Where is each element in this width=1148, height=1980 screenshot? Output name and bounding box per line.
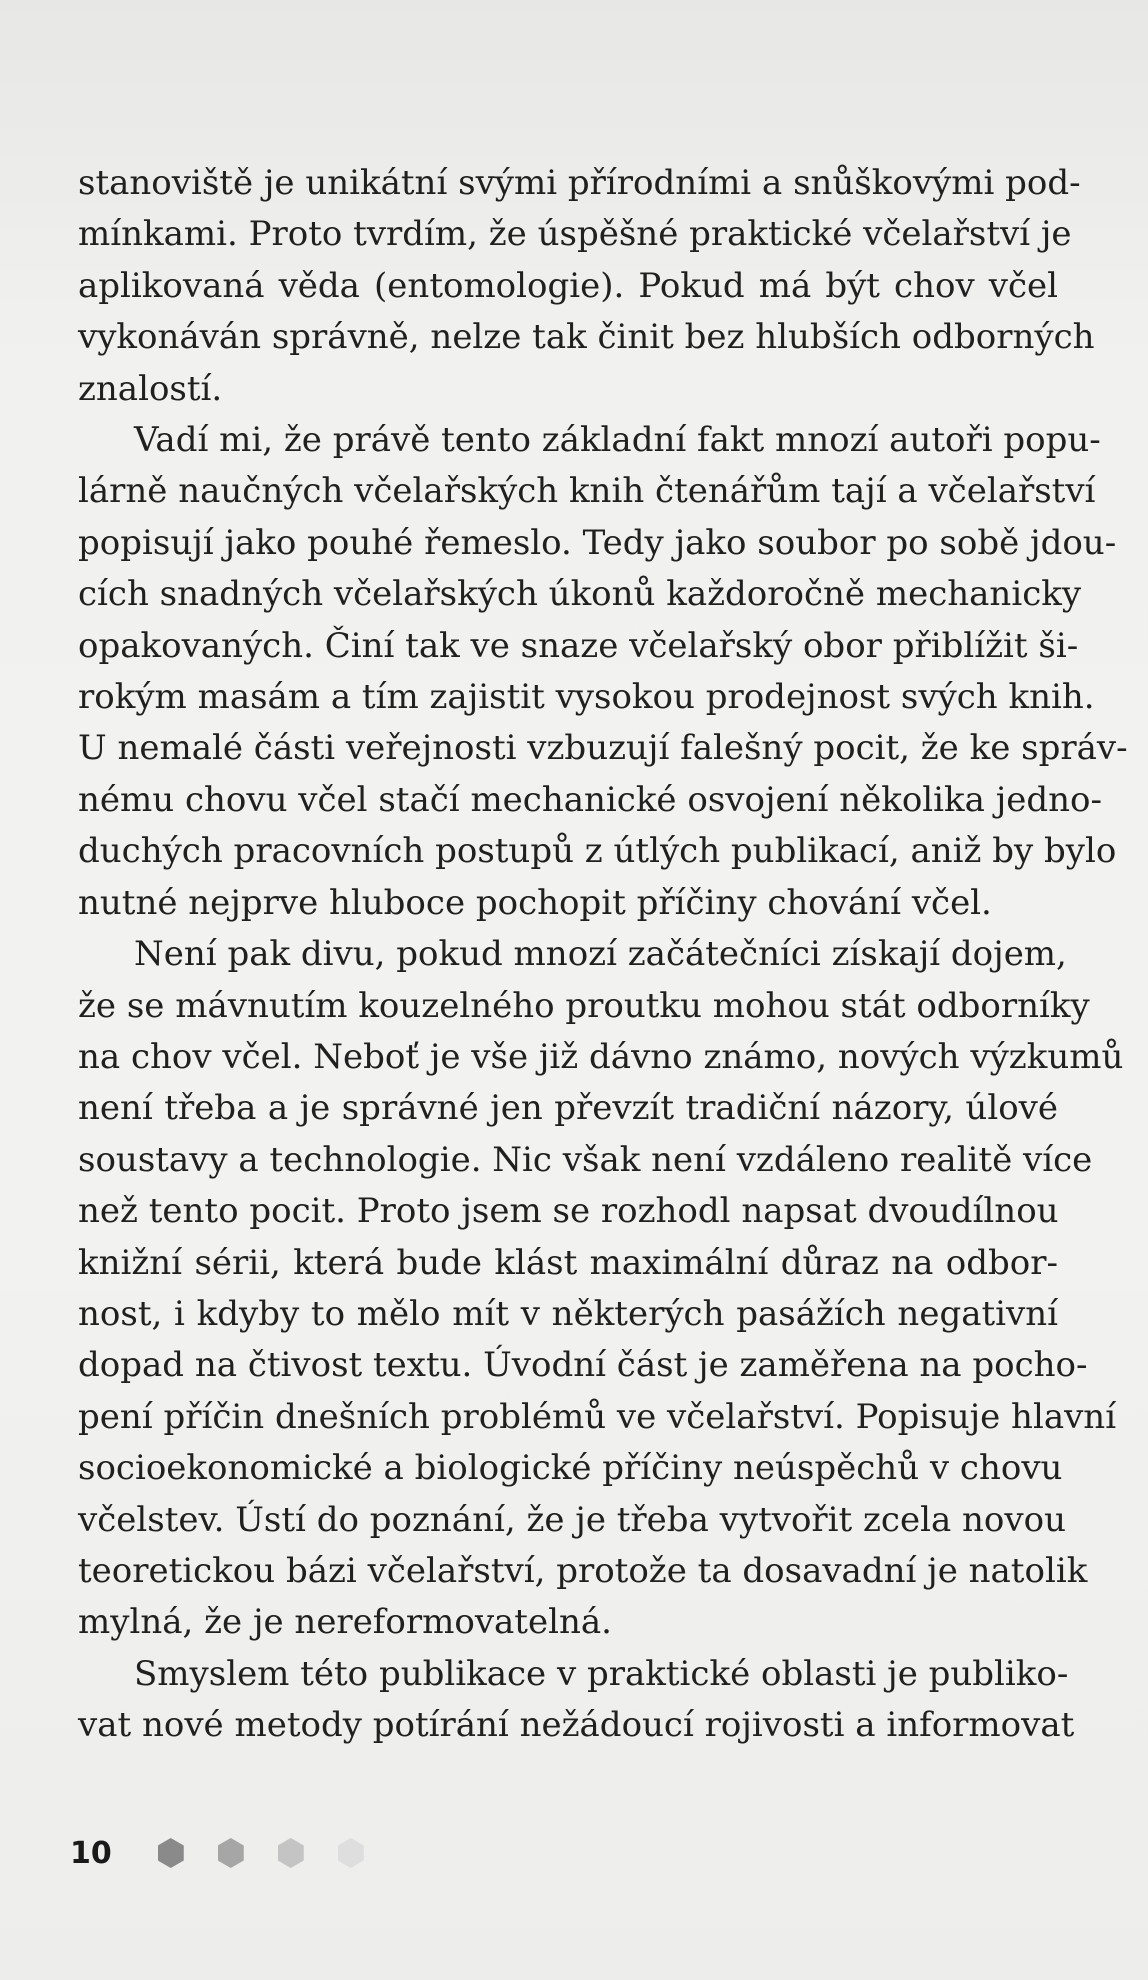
hexagon-dot-3-icon <box>278 1838 304 1868</box>
hexagon-dot-1-icon <box>158 1838 184 1868</box>
text-line: včelstev. Ústí do poznání, že je třeba vytvořit zcela novou <box>78 1499 1066 1540</box>
text-line: lárně naučných včelařských knih čtenářům tají a včelařství <box>78 471 1096 512</box>
text-line: Vadí mi, že právě tento základní fakt mnozí autoři popu- <box>134 420 1101 461</box>
text-line: nému chovu včel stačí mechanické osvojení několika jedno- <box>78 779 1103 820</box>
text-line: že se mávnutím kouzelného proutku mohou stát odborníky <box>78 985 1090 1026</box>
text-line: na chov včel. Neboť je vše již dávno známo, nových výzkumů <box>78 1036 1124 1077</box>
text-line: aplikovaná věda (entomologie). Pokud má být chov včel <box>78 265 1058 306</box>
text-line: než tento pocit. Proto jsem se rozhodl napsat dvoudílnou <box>78 1191 1059 1232</box>
text-line: není třeba a je správné jen převzít tradiční názory, úlové <box>78 1088 1058 1129</box>
paragraph-2 <box>78 415 1128 929</box>
text-line: cích snadných včelařských úkonů každoročně mechanicky <box>78 574 1082 615</box>
hexagon-dot-2-icon <box>218 1838 244 1868</box>
paragraph-1 <box>78 158 1095 415</box>
text-line: nutné nejprve hluboce pochopit příčiny chování včel. <box>78 882 992 923</box>
text-line: mylná, že je nereformovatelná. <box>78 1602 612 1643</box>
paragraph-4 <box>78 1649 1075 1752</box>
text-line: mínkami. Proto tvrdím, že úspěšné praktické včelařství je <box>78 214 1072 255</box>
text-line: knižní sérii, která bude klást maximální důraz na odbor- <box>78 1242 1058 1283</box>
text-line: vykonáván správně, nelze tak činit bez hlubších odborných <box>78 317 1095 358</box>
text-line: znalostí. <box>78 368 223 409</box>
page-body <box>78 158 1128 1752</box>
text-line: stanoviště je unikátní svými přírodními a snůškovými pod- <box>78 163 1081 203</box>
text-line: Není pak divu, pokud mnozí začátečníci získají dojem, <box>134 934 1067 975</box>
decorative-dots <box>158 1838 398 1868</box>
body-text <box>78 158 1128 1752</box>
text-line: opakovaných. Činí tak ve snaze včelařský obor přiblížit ši- <box>78 625 1079 666</box>
text-line: U nemalé části veřejnosti vzbuzují falešný pocit, že ke správ- <box>78 728 1128 769</box>
text-line: duchých pracovních postupů z útlých publikací, aniž by bylo <box>78 831 1117 872</box>
text-line: socioekonomické a biologické příčiny neúspěchů v chovu <box>78 1448 1063 1489</box>
text-line: pení příčin dnešních problémů ve včelařství. Popisuje hlavní <box>78 1396 1117 1437</box>
text-line: teoretickou bázi včelařství, protože ta dosavadní je natolik <box>78 1550 1088 1591</box>
text-line: nost, i kdyby to mělo mít v některých pasážích negativní <box>78 1293 1058 1334</box>
text-line: dopad na čtivost textu. Úvodní část je zaměřena na pocho- <box>78 1345 1088 1386</box>
text-line: vat nové metody potírání nežádoucí rojivosti a informovat <box>78 1705 1075 1746</box>
text-line: popisují jako pouhé řemeslo. Tedy jako soubor po sobě jdou- <box>78 522 1117 563</box>
page-number: 10 <box>70 1835 112 1871</box>
page-footer <box>70 1828 398 1878</box>
hexagon-dot-4-icon <box>338 1838 364 1868</box>
text-line: Smyslem této publikace v praktické oblasti je publiko- <box>134 1653 1069 1694</box>
text-line: rokým masám a tím zajistit vysokou prodejnost svých knih. <box>78 677 1095 718</box>
paragraph-3 <box>78 929 1124 1649</box>
text-line: soustavy a technologie. Nic však není vzdáleno realitě více <box>78 1139 1093 1180</box>
